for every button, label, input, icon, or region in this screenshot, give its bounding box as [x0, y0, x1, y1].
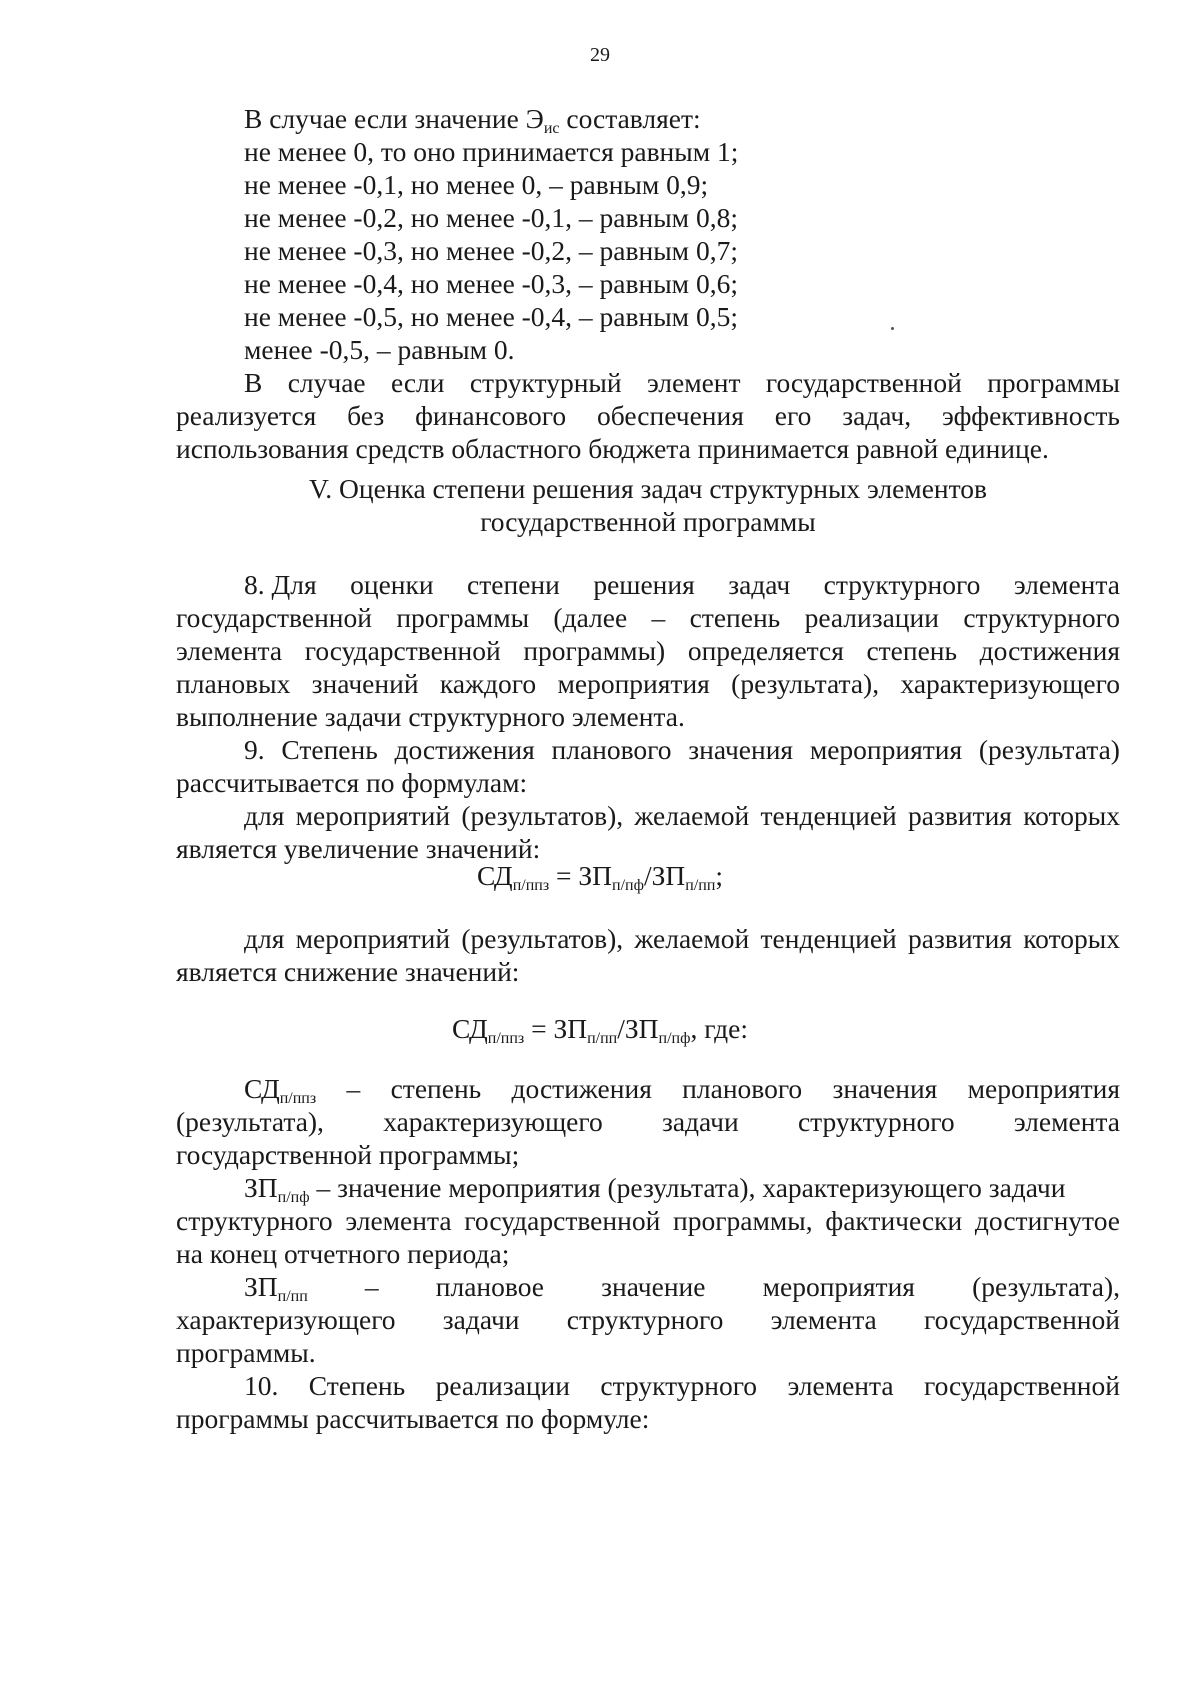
word: – [651, 602, 666, 633]
para8-block [176, 568, 1120, 865]
word: характеризующего [383, 1106, 603, 1137]
word: определяется [687, 635, 844, 666]
para9-line1 [176, 733, 1120, 766]
word: плановое [435, 1271, 544, 1302]
symbol-text: ЗП [244, 1271, 278, 1302]
word: достижения [979, 635, 1120, 666]
word: плановых [176, 668, 291, 699]
word: государственной [304, 635, 501, 666]
case-item: не менее -0,2, но менее -0,1, – равным 0,8; [244, 202, 738, 233]
word: (результата) [978, 734, 1120, 765]
word: которых [1023, 800, 1120, 831]
formula-symbol: СД [452, 1013, 488, 1044]
word: (результатов), [461, 800, 624, 831]
word: 8. Для [244, 569, 317, 600]
word: желаемой [634, 800, 750, 831]
word: программы, [673, 1205, 813, 1236]
word: задачи [442, 1304, 520, 1335]
para9-line2: рассчитывается по формулам: [176, 767, 528, 798]
symbol-subscript: п/ппз [279, 1090, 317, 1107]
word: которых [1023, 923, 1120, 954]
word: структурного [823, 569, 981, 600]
word: государственной [924, 1370, 1120, 1401]
formula-symbol: ; [715, 860, 724, 891]
word: реализации [435, 1370, 570, 1401]
word: Степень [281, 734, 378, 765]
word: (результата), [176, 1106, 324, 1137]
formula-symbol: , где: [690, 1013, 748, 1044]
definitions-block [176, 1072, 1120, 1435]
definition-text: – значение мероприятия (результата), характеризующего задачи [309, 1172, 1066, 1203]
word: степень [866, 635, 958, 666]
word: достигнутое [974, 1205, 1120, 1236]
word: структурного [797, 1106, 955, 1137]
word: государственной [464, 1205, 661, 1236]
word: государственной [176, 602, 372, 633]
formula-subscript: п/ппз [487, 1030, 525, 1047]
formula-decrease [0, 1012, 1200, 1045]
def-sd-line2 [176, 1105, 1120, 1138]
word: задач, [842, 400, 912, 431]
para8-line4 [176, 667, 1120, 700]
word: элемента [770, 1304, 877, 1335]
word: планового [551, 734, 672, 765]
formula-symbol: = ЗП [549, 860, 613, 891]
word: значения [832, 1073, 938, 1104]
word: для [244, 923, 285, 954]
def-sd-symbol [244, 1072, 316, 1105]
formula-symbol: = ЗП [524, 1013, 588, 1044]
def-zp-pp-line3: программы. [176, 1337, 316, 1368]
scan-speck [891, 327, 894, 330]
section-title-line2: государственной программы [480, 506, 816, 537]
section-title-line1: V. Оценка степени решения задач структурных элементов [308, 473, 988, 504]
section-heading [176, 472, 1120, 538]
word: элемента [787, 1370, 894, 1401]
word: каждого [439, 668, 537, 699]
word: тенденцией [760, 923, 897, 954]
word: задач [728, 569, 791, 600]
word: обеспечения [597, 400, 744, 431]
word: – [346, 1073, 361, 1104]
word: программы) [523, 635, 666, 666]
word: структурного [566, 1304, 724, 1335]
para8-line5: выполнение задачи структурного элемента. [176, 701, 685, 732]
word: (результата), [731, 668, 880, 699]
symbol-subscript: п/пф [277, 1189, 310, 1206]
word: государственной [765, 367, 962, 398]
formula-subscript: п/пф [658, 1030, 691, 1047]
formula-increase [0, 859, 1200, 892]
case-item: не менее -0,4, но менее -0,3, – равным 0,6; [244, 268, 738, 299]
cases-intro-text: В случае если значение Э [244, 103, 544, 134]
word: задачи [661, 1106, 739, 1137]
word: значение [601, 1271, 706, 1302]
word: достижения [511, 1073, 652, 1104]
case-item: менее -0,5, – равным 0. [244, 334, 515, 365]
cases-intro-text-end: составляет: [559, 103, 701, 134]
word: развития [908, 800, 1012, 831]
word: – [364, 1271, 379, 1302]
case-item: не менее -0,1, но менее 0, – равным 0,9; [244, 169, 709, 200]
para9-dec-block [176, 922, 1120, 988]
word: характеризующего [900, 668, 1120, 699]
case-item: не менее -0,5, но менее -0,4, – равным 0,5; [244, 301, 738, 332]
formula-symbol: СД [476, 860, 513, 891]
word: достижения [394, 734, 535, 765]
word: реализуется [176, 400, 317, 431]
para9-inc-line2: является увеличение значений: [176, 833, 541, 864]
word: развития [908, 923, 1012, 954]
word: значения [688, 734, 794, 765]
word: государственной [924, 1304, 1120, 1335]
formula-symbol: /ЗП [643, 860, 686, 891]
word: мероприятия [967, 1073, 1120, 1104]
word: мероприятий [295, 800, 451, 831]
word: мероприятия [809, 734, 963, 765]
word: реализации [804, 602, 939, 633]
symbol-text: СД [244, 1073, 280, 1104]
formula-subscript: п/пф [612, 877, 644, 894]
word: его [774, 400, 812, 431]
word: 10. [244, 1370, 279, 1401]
case-item: не менее 0, то оно принимается равным 1; [244, 136, 739, 167]
word: мероприятий [295, 923, 451, 954]
word: мероприятия [762, 1271, 915, 1302]
para9-dec-line1 [176, 922, 1120, 955]
word: если [390, 367, 445, 398]
word: для [244, 800, 285, 831]
def-zp-pp-symbol [244, 1270, 308, 1303]
symbol-subscript: п/пп [277, 1288, 308, 1305]
word: решения [593, 569, 695, 600]
case-item: не менее -0,3, но менее -0,2, – равным 0,7; [244, 235, 738, 266]
para-no-funding-line2 [176, 399, 1120, 432]
word: В [244, 367, 263, 398]
cases-block [176, 102, 1120, 465]
page-number: 29 [590, 44, 610, 66]
word: элемента [1013, 1106, 1120, 1137]
def-zp-pf-line1 [176, 1171, 1120, 1204]
word: элемент [646, 367, 741, 398]
word: случае [287, 367, 366, 398]
word: элемента [176, 635, 283, 666]
word: желаемой [634, 923, 750, 954]
word: степень [689, 602, 781, 633]
def-sd-line3: государственной программы; [176, 1139, 520, 1170]
para9-dec-line2: является снижение значений: [176, 956, 520, 987]
word: программы [396, 602, 530, 633]
def-zp-pp-line2 [176, 1303, 1120, 1336]
para8-line2 [176, 601, 1120, 634]
formula-subscript: п/пп [685, 877, 716, 894]
word: фактически [825, 1205, 963, 1236]
word: тенденцией [760, 800, 897, 831]
word: (результатов), [461, 923, 624, 954]
word: 9. [244, 734, 265, 765]
word: характеризующего [176, 1304, 396, 1335]
word: значений [311, 668, 419, 699]
formula-symbol: /ЗП [617, 1013, 659, 1044]
def-zp-pf-line3: на конец отчетного периода; [176, 1238, 510, 1269]
para9-inc-line1 [176, 799, 1120, 832]
word: программы [987, 367, 1120, 398]
word: структурного [176, 1205, 333, 1236]
word: без [347, 400, 385, 431]
formula-subscript: п/пп [587, 1030, 618, 1047]
para10-line1 [176, 1369, 1120, 1402]
word: финансового [415, 400, 567, 431]
cases-intro [176, 102, 1120, 135]
word: (далее [553, 602, 628, 633]
para-no-funding-line1 [176, 366, 1120, 399]
word: мероприятия [557, 668, 710, 699]
word: элемента [1013, 569, 1120, 600]
cases-intro-subscript: ис [543, 120, 560, 137]
word: структурного [963, 602, 1120, 633]
para8-line3 [176, 634, 1120, 667]
para-no-funding-line3: использования средств областного бюджета принимается равной единице. [176, 433, 1049, 464]
def-zp-pp-line1 [176, 1270, 1120, 1303]
word: Степень [308, 1370, 406, 1401]
para8-line1 [176, 568, 1120, 601]
word: степени [467, 569, 560, 600]
formula-subscript: п/ппз [512, 877, 550, 894]
word: элемента [345, 1205, 452, 1236]
para10-line2: программы рассчитывается по формуле: [176, 1403, 650, 1434]
word: (результата), [972, 1271, 1120, 1302]
word: эффективность [941, 400, 1120, 431]
word: планового [682, 1073, 803, 1104]
word: оценки [350, 569, 434, 600]
word: степень [390, 1073, 482, 1104]
def-sd-line1 [176, 1072, 1120, 1105]
word: структурный [469, 367, 622, 398]
symbol-text: ЗП [244, 1172, 278, 1203]
def-zp-pf-line2 [176, 1204, 1120, 1237]
word: структурного [600, 1370, 758, 1401]
